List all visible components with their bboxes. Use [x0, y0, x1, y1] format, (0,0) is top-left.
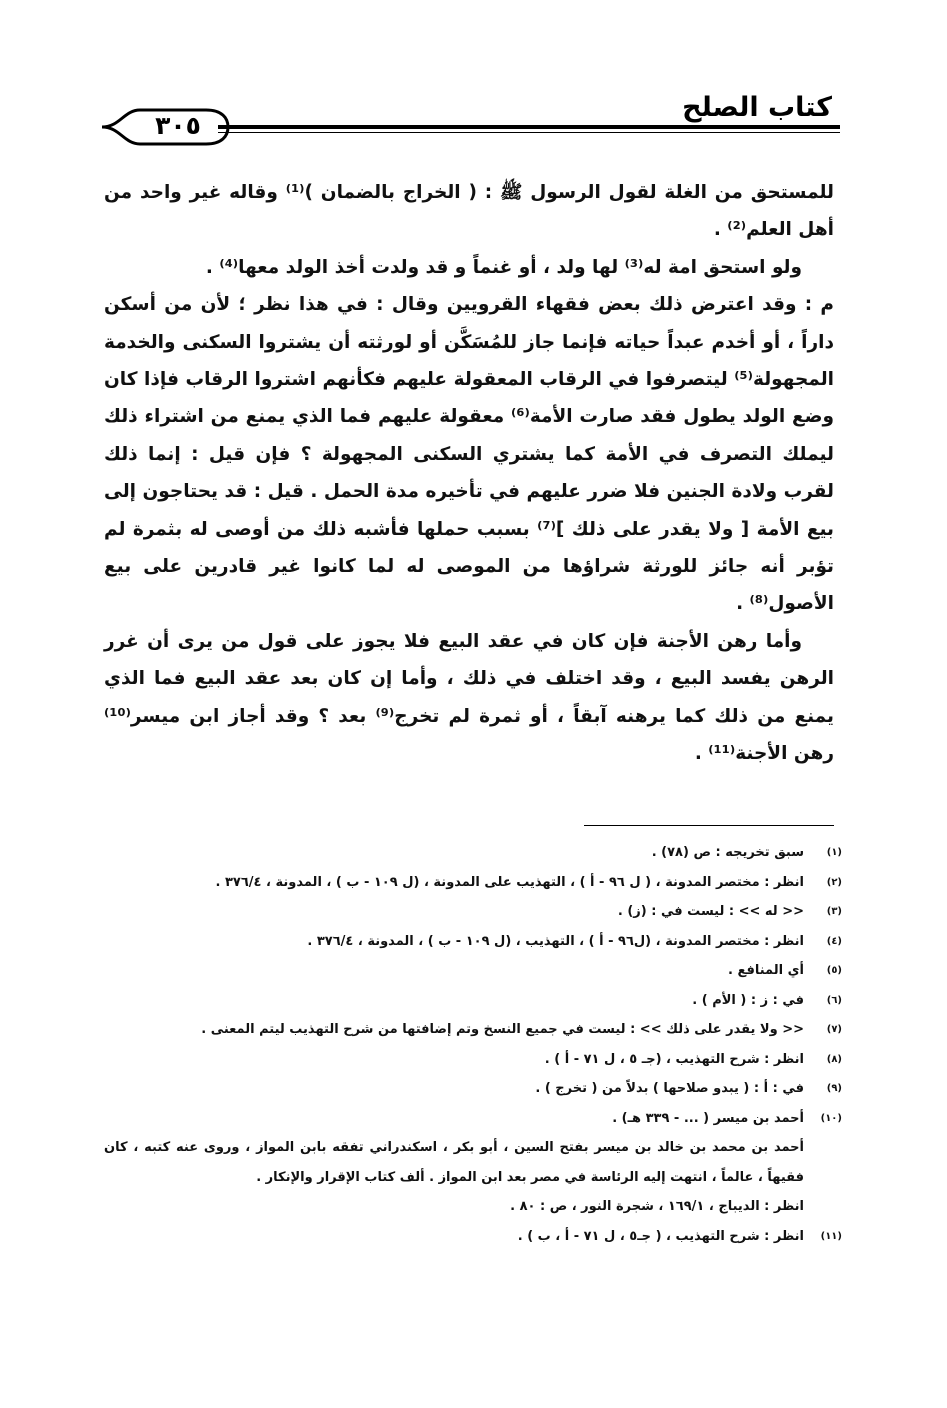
footnote-biography: أحمد بن محمد بن خالد بن ميسر بفتح السين ، أبو بكر ، اسكندراني تفقه بابن المواز ، وروى عنه كتبه ، كان فقيهاً ، عالماً ، انتهت إليه الرئاسة في مصر بعد ابن المواز . ألف كتاب الإقرار والإنكار .	[104, 1140, 804, 1185]
footnote-text: << ولا يقدر على ذلك >> : ليست في جميع النسخ وتم إضافتها من شرح التهذيب ليتم المعنى .	[201, 1022, 804, 1037]
footnote-number: (١)	[826, 847, 842, 858]
header-rule	[218, 125, 840, 129]
footnote-number: (٣)	[826, 906, 842, 917]
paragraph: للمستحق من الغلة لقول الرسول ﷺ : ( الخراج بالضمان )⁽¹⁾ وقاله غير واحد من أهل العلم⁽²⁾ .	[104, 182, 834, 241]
footnote	[104, 1074, 842, 1104]
footnote-number: (١٠)	[820, 1112, 842, 1124]
footnote	[104, 986, 842, 1016]
footnote-separator	[584, 825, 834, 826]
footnote-number: (١١)	[820, 1230, 842, 1242]
footnote-text: سبق تخريجه : ص (٧٨) .	[651, 845, 804, 860]
footnote-number: (٩)	[826, 1083, 842, 1094]
page-number-frame	[100, 106, 230, 146]
paragraph: ولو استحق امة له⁽³⁾ لها ولد ، أو غنماً و قد ولدت أخذ الولد معها⁽⁴⁾ .	[205, 256, 802, 278]
paragraph: م : وقد اعترض ذلك بعض فقهاء القرويين وقال : في هذا نظر ؛ لأن من أسكن داراً ، أو أخدم عبداً حياته فإنما جاز للمُسَكَّن أو لورثته أن يشتروا السكنى والخدمة المجهولة⁽⁵⁾ ليتصرفوا في الرقاب المعقولة عليهم فكأنهم اشتروا الرقاب فإذا كان وضع الولد يطول فقد صارت الأمة⁽⁶⁾ معقولة عليهم فما الذي يمنع من اشتراء ذلك ليملك التصرف في الأمة كما يشتري السكنى المجهولة ؟ فإن قيل : إنما ذلك لقرب ولادة الجنين فلا ضرر عليهم في تأخيره مدة الحمل . قيل : قد يحتاجون إلى بيع الأمة [ ولا يقدر على ذلك ]⁽⁷⁾ بسبب حملها فأشبه ذلك من أوصى له بثمرة لم تؤبر أنه جائز للورثة شراؤها من الموصى له لما كانوا غير قادرين على بيع الأصول⁽⁸⁾ .	[104, 294, 835, 615]
footnote	[104, 868, 842, 898]
footnote	[104, 1104, 842, 1134]
footnote	[104, 1015, 842, 1045]
header-rule-thin	[218, 132, 840, 133]
footnote-number: (٢)	[826, 876, 842, 888]
footnote	[104, 956, 842, 986]
footnote-text: انظر : مختصر المدونة ، (ل٩٦ - أ ) ، التهذيب ، (ل ١٠٩ - ب ) ، المدونة ، ٣٧٦/٤ .	[307, 933, 804, 949]
footnote-number: (٤)	[826, 935, 842, 947]
footnote-text: في : أ : ( يبدو صلاحها ) بدلاً من ( تخرج ) .	[535, 1081, 804, 1096]
footnote-text: انظر : مختصر المدونة ، ( ل ٩٦ - أ ) ، التهذيب على المدونة ، (ل ١٠٩ - ب ) ، المدونة ، ٣٧٦/٤ .	[215, 874, 804, 890]
footnote-text: أحمد بن ميسر ( ... - ٣٣٩ هـ) .	[612, 1110, 804, 1126]
footnote-text: في : ز : ( الأم ) .	[692, 992, 804, 1008]
footnote-text: << له >> : ليست في : (ز) .	[617, 904, 804, 919]
footnote-source: انظر : الديباج ، ١٦٩/١ ، شجرة النور ، ص : ٨٠ .	[510, 1199, 804, 1214]
book-title: كتاب الصلح	[682, 92, 832, 123]
footnote	[104, 1045, 842, 1075]
footnote	[104, 927, 842, 957]
footnote-text: انظر : شرح التهذيب ، (جـ ٥ ، ل ٧١ - أ ) .	[544, 1051, 804, 1067]
paragraph: وأما رهن الأجنة فإن كان في عقد البيع فلا يجوز على قول من يرى أن غرر الرهن يفسد البيع ، وقد اختلف في ذلك ، وأما إن كان بعد عقد البيع فما الذي يمنع من ذلك كما يرهنه آبقاً ، أو ثمرة لم تخرج⁽⁹⁾ بعد ؟ وقد أجاز ابن ميسر⁽¹⁰⁾ رهن الأجنة⁽¹¹⁾ .	[104, 630, 834, 765]
footnote-text: أي المنافع .	[728, 963, 804, 978]
page-header	[100, 92, 840, 152]
footnote-number: (٧)	[826, 1024, 842, 1035]
footnote-number: (٨)	[826, 1053, 842, 1065]
footnote	[104, 838, 842, 868]
page-number: ٣٠٥	[155, 110, 201, 140]
footnote	[104, 1222, 842, 1252]
main-text	[104, 174, 834, 773]
footnote-number: (٥)	[826, 965, 842, 976]
footnote	[104, 897, 842, 927]
footnotes	[104, 838, 842, 1251]
footnote-text: انظر : شرح التهذيب ، ( جـ٥ ، ل ٧١ - أ ، ب ) .	[517, 1228, 804, 1244]
footnote-number: (٦)	[826, 994, 842, 1006]
